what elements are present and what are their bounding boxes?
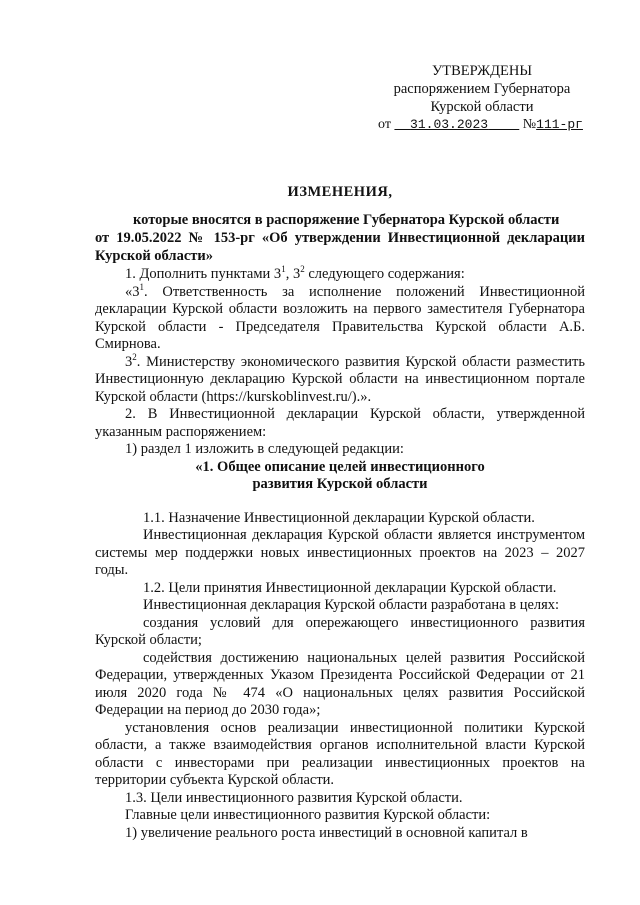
paragraph: 1) увеличение реального роста инвестиций в основной капитал в [125, 824, 528, 841]
paragraph: 1.1. Назначение Инвестиционной декларации Курской области. [143, 509, 535, 526]
section-heading-1: «1. Общее описание целей инвестиционного [195, 458, 485, 475]
approval-line-3: Курской области [430, 99, 534, 115]
approval-heading: УТВЕРЖДЕНЫ [431, 63, 533, 79]
paragraph: «$3^1$. Ответственность за исполнение положений Инвестиционной декларации Курской области возложить на первого заместителя Губернатора Курской области - Председателя Правительства Курской области А.Б. Смирнова. [95, 281, 585, 352]
paragraph: создания условий для опережающего инвестиционного развития Курской области; [95, 614, 585, 648]
section-heading-2: развития Курской области [252, 476, 428, 492]
title-heading: ИЗМЕНЕНИЯ, [287, 184, 393, 200]
approval-stamp [372, 62, 592, 134]
paragraph: 2. В Инвестиционной декларации Курской области, утвержденной указанным распоряжением: [95, 406, 585, 440]
paragraph: $3^2$. Министерству экономического развития Курской области разместить Инвестиционную декларацию Курской области на инвестиционном портале Курской области (https://kurskoblinvest.ru/).». [95, 351, 585, 405]
paragraph: установления основ реализации инвестиционной политики Курской области, а также взаимодействия органов исполнительной власти Курской области с инвесторами при реализации инвестиционных проектов на территории субъекта Курской области. [95, 719, 585, 788]
title-subtitle-2: от 19.05.2022 № 153-рг «Об утверждении Инвестиционной декларации Курской области» [95, 230, 585, 264]
paragraph: Главные цели инвестиционного развития Курской области: [125, 807, 491, 823]
paragraph: содействия достижению национальных целей развития Российской Федерации, утвержденных Указом Президента Российской Федерации от 21 июля 2020 года № 474 «О национальных целях развития Российской Федерации на период до 2030 года»; [95, 649, 585, 718]
paragraph: 1. Дополнить пунктами $3^1$, $3^2$ следующего содержания: [125, 264, 465, 282]
paragraph: Инвестиционная декларация Курской области является инструментом системы мер поддержки новых инвестиционных проектов на 2023 – 2027 годы. [95, 527, 585, 578]
paragraph: Инвестиционная декларация Курской области разработана в целях: [143, 597, 560, 613]
title-subtitle-1: которые вносятся в распоряжение Губернатора Курской области [133, 212, 560, 228]
paragraph: 1.2. Цели принятия Инвестиционной декларации Курской области. [143, 579, 557, 596]
paragraph: 1.3. Цели инвестиционного развития Курской области. [125, 789, 463, 806]
document-title [95, 183, 585, 265]
approval-date: 31.03.2023 [410, 117, 489, 132]
paragraph: 1) раздел 1 изложить в следующей редакции: [125, 441, 404, 457]
document-body [95, 266, 585, 842]
approval-date-line [372, 116, 592, 134]
approval-line-2: распоряжением Губернатора [393, 81, 571, 97]
from-label: от [378, 117, 391, 132]
approval-number: 111-рг [536, 117, 583, 132]
number-label: № [522, 117, 537, 132]
